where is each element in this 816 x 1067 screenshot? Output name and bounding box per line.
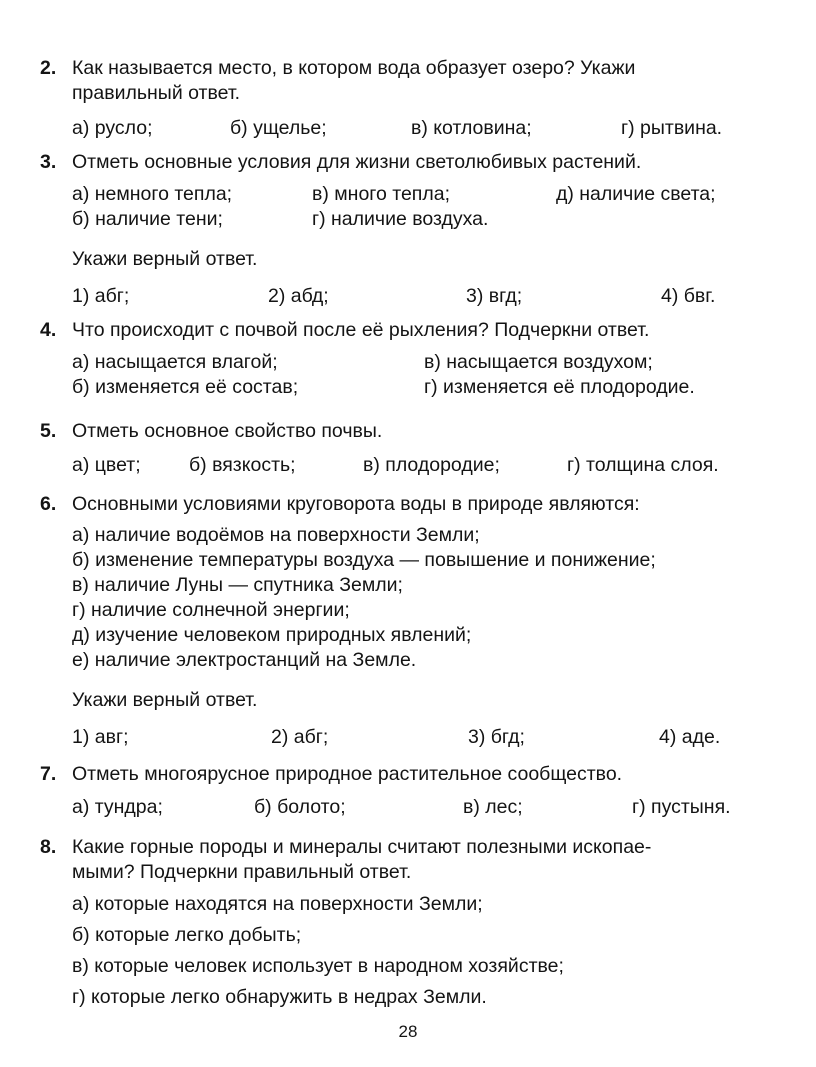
option-g[interactable]: г) толщина слоя. (567, 454, 719, 476)
option-b[interactable]: б) которые легко добыть; (72, 924, 302, 946)
question-text-line: мыми? Подчеркни правильный ответ. (72, 861, 412, 883)
question-5 (40, 419, 760, 478)
option-g[interactable]: г) которые легко обнаружить в недрах Земли. (72, 986, 487, 1008)
prompt-text: Укажи верный ответ. (72, 689, 258, 711)
question-2 (40, 56, 760, 141)
option-b[interactable]: б) изменяется её состав; (72, 376, 299, 398)
answer-prompt (72, 247, 760, 272)
options-list (72, 892, 760, 1010)
question-text-line: Отметь многоярусное природное растительное сообщество. (72, 763, 623, 785)
option-a[interactable]: а) русло; (72, 117, 153, 139)
option-b[interactable]: б) болото; (254, 796, 346, 818)
question-text-line: Какие горные породы и минералы считают полезными ископае- (72, 836, 652, 858)
option-a[interactable]: а) немного тепла; (72, 183, 233, 205)
option-b[interactable]: б) наличие тени; (72, 208, 223, 230)
option-d[interactable]: д) изучение человеком природных явлений; (72, 624, 472, 646)
answer-options (72, 725, 760, 750)
question-4-head (40, 318, 760, 343)
answer-2[interactable]: 2) абд; (268, 285, 329, 307)
options-row (72, 795, 760, 820)
question-number: 2. (40, 57, 57, 79)
question-text-line: Что происходит с почвой после её рыхления? Подчеркни ответ. (72, 319, 650, 341)
options-list (72, 523, 760, 673)
question-6-head (40, 492, 760, 517)
answer-2[interactable]: 2) абг; (271, 726, 329, 748)
option-v[interactable]: в) наличие Луны — спутника Земли; (72, 574, 403, 596)
answer-4[interactable]: 4) бвг. (661, 285, 716, 307)
option-v[interactable]: в) много тепла; (312, 183, 450, 205)
option-d[interactable]: д) наличие света; (556, 183, 716, 205)
answer-3[interactable]: 3) вгд; (466, 285, 523, 307)
option-g[interactable]: г) пустыня. (632, 796, 731, 818)
option-a[interactable]: а) цвет; (72, 454, 141, 476)
question-number: 6. (40, 493, 57, 515)
option-a[interactable]: а) наличие водоёмов на поверхности Земли; (72, 524, 480, 546)
question-7 (40, 762, 760, 820)
question-text-line: Основными условиями круговорота воды в природе являются: (72, 493, 640, 515)
answer-4[interactable]: 4) аде. (659, 726, 721, 748)
question-2-head (40, 56, 760, 106)
options-grid (72, 350, 760, 400)
question-number: 4. (40, 319, 57, 341)
option-a[interactable]: а) которые находятся на поверхности Земли; (72, 893, 483, 915)
option-v[interactable]: в) лес; (463, 796, 523, 818)
question-8-head (40, 835, 760, 885)
question-5-head (40, 419, 760, 444)
option-a[interactable]: а) тундра; (72, 796, 163, 818)
answer-3[interactable]: 3) бгд; (468, 726, 525, 748)
question-text-line: Отметь основные условия для жизни светолюбивых растений. (72, 151, 642, 173)
answer-1[interactable]: 1) авг; (72, 726, 129, 748)
option-v[interactable]: в) плодородие; (363, 454, 500, 476)
option-v[interactable]: в) котловина; (411, 117, 532, 139)
option-a[interactable]: а) насыщается влагой; (72, 351, 278, 373)
question-number: 8. (40, 836, 57, 858)
question-number: 5. (40, 420, 57, 442)
question-text-line: правильный ответ. (72, 82, 241, 104)
option-e[interactable]: е) наличие электростанций на Земле. (72, 649, 417, 671)
question-3 (40, 150, 760, 309)
answer-prompt (72, 688, 760, 713)
option-b[interactable]: б) изменение температуры воздуха — повышение и понижение; (72, 549, 656, 571)
question-8 (40, 835, 760, 1010)
option-g[interactable]: г) рытвина. (621, 117, 723, 139)
option-g[interactable]: г) наличие воздуха. (312, 208, 489, 230)
options-row (72, 116, 760, 141)
question-7-head (40, 762, 760, 787)
question-number: 3. (40, 151, 57, 173)
option-g[interactable]: г) наличие солнечной энергии; (72, 599, 350, 621)
answer-1[interactable]: 1) абг; (72, 285, 130, 307)
answer-options (72, 284, 760, 309)
options-row (72, 453, 760, 478)
option-v[interactable]: в) насыщается воздухом; (424, 351, 653, 373)
question-text-line: Как называется место, в котором вода образует озеро? Укажи (72, 57, 636, 79)
question-3-head (40, 150, 760, 175)
page-number: 28 (398, 1022, 418, 1041)
option-b[interactable]: б) ущелье; (230, 117, 327, 139)
prompt-text: Укажи верный ответ. (72, 248, 258, 270)
question-number: 7. (40, 763, 57, 785)
question-6 (40, 492, 760, 750)
option-g[interactable]: г) изменяется её плодородие. (424, 376, 695, 398)
option-b[interactable]: б) вязкость; (189, 454, 296, 476)
question-text-line: Отметь основное свойство почвы. (72, 420, 383, 442)
options-grid (72, 182, 760, 232)
option-v[interactable]: в) которые человек использует в народном хозяйстве; (72, 955, 564, 977)
question-4 (40, 318, 760, 400)
